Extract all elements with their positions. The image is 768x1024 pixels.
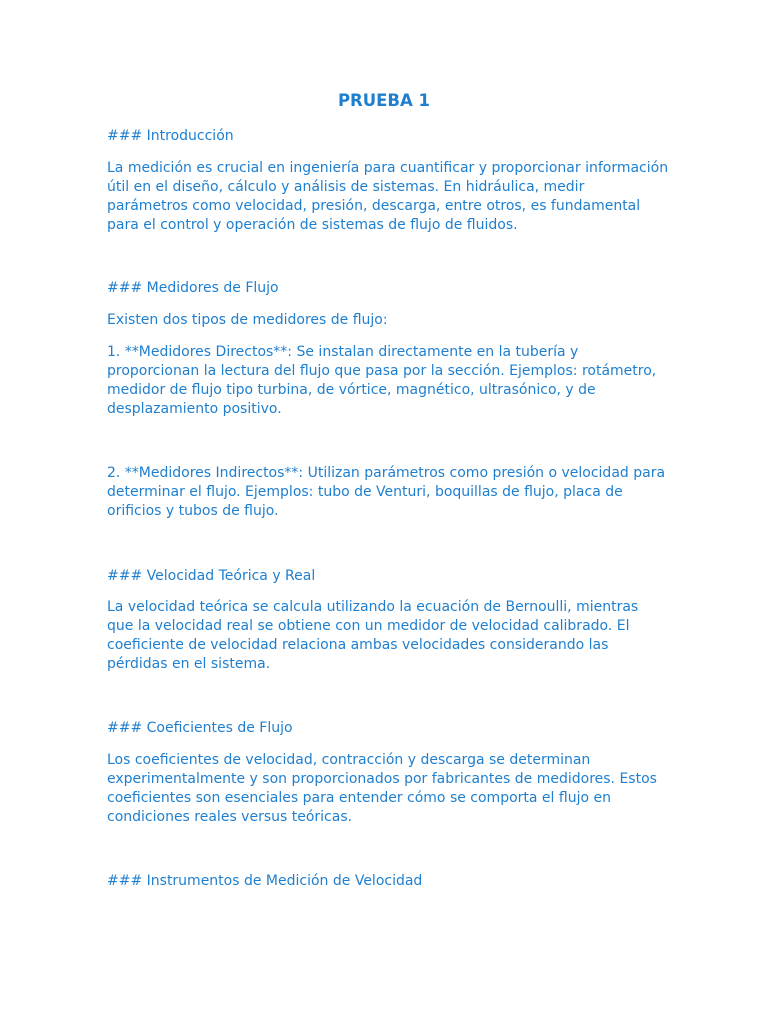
heading-medidores-de-flujo: ### Medidores de Flujo (107, 280, 279, 296)
heading-instrumentos-medicion-velocidad: ### Instrumentos de Medición de Velocidad (107, 873, 423, 889)
paragraph-medidores-intro: Existen dos tipos de medidores de flujo: (107, 312, 388, 328)
paragraph-line: La medición es crucial en ingeniería para cuantificar y proporcionar información (107, 160, 669, 176)
heading-velocidad-teorica-real: ### Velocidad Teórica y Real (107, 568, 316, 584)
list-item-medidores-directos (107, 343, 667, 419)
paragraph-line: desplazamiento positivo. (107, 401, 282, 417)
heading-introduccion: ### Introducción (107, 128, 234, 144)
heading-coeficientes-de-flujo: ### Coeficientes de Flujo (107, 720, 293, 736)
paragraph-line: Los coeficientes de velocidad, contracción y descarga se determinan (107, 752, 591, 768)
paragraph-line: útil en el diseño, cálculo y análisis de sistemas. En hidráulica, medir (107, 179, 585, 195)
paragraph-coeficientes (107, 751, 667, 827)
paragraph-line: experimentalmente y son proporcionados por fabricantes de medidores. Estos (107, 771, 657, 787)
page-title: PRUEBA 1 (337, 91, 431, 110)
paragraph-line: 2. **Medidores Indirectos**: Utilizan parámetros como presión o velocidad para (107, 465, 666, 481)
paragraph-line: condiciones reales versus teóricas. (107, 809, 353, 825)
paragraph-line: para el control y operación de sistemas de flujo de fluidos. (107, 217, 518, 233)
paragraph-line: La velocidad teórica se calcula utilizando la ecuación de Bernoulli, mientras (107, 599, 639, 615)
list-item-medidores-indirectos (107, 464, 667, 521)
paragraph-velocidad (107, 598, 667, 674)
paragraph-line: que la velocidad real se obtiene con un medidor de velocidad calibrado. El (107, 618, 630, 634)
paragraph-line: parámetros como velocidad, presión, descarga, entre otros, es fundamental (107, 198, 641, 214)
paragraph-line: determinar el flujo. Ejemplos: tubo de Venturi, boquillas de flujo, placa de (107, 484, 623, 500)
paragraph-line: orificios y tubos de flujo. (107, 503, 279, 519)
paragraph-line: pérdidas en el sistema. (107, 656, 271, 672)
paragraph-line: proporcionan la lectura del flujo que pasa por la sección. Ejemplos: rotámetro, (107, 363, 657, 379)
paragraph-line: 1. **Medidores Directos**: Se instalan directamente en la tubería y (107, 344, 579, 360)
paragraph-line: medidor de flujo tipo turbina, de vórtice, magnético, ultrasónico, y de (107, 382, 596, 398)
paragraph-line: coeficiente de velocidad relaciona ambas velocidades considerando las (107, 637, 609, 653)
paragraph-introduccion (107, 159, 667, 235)
paragraph-line: coeficientes son esenciales para entender cómo se comporta el flujo en (107, 790, 611, 806)
